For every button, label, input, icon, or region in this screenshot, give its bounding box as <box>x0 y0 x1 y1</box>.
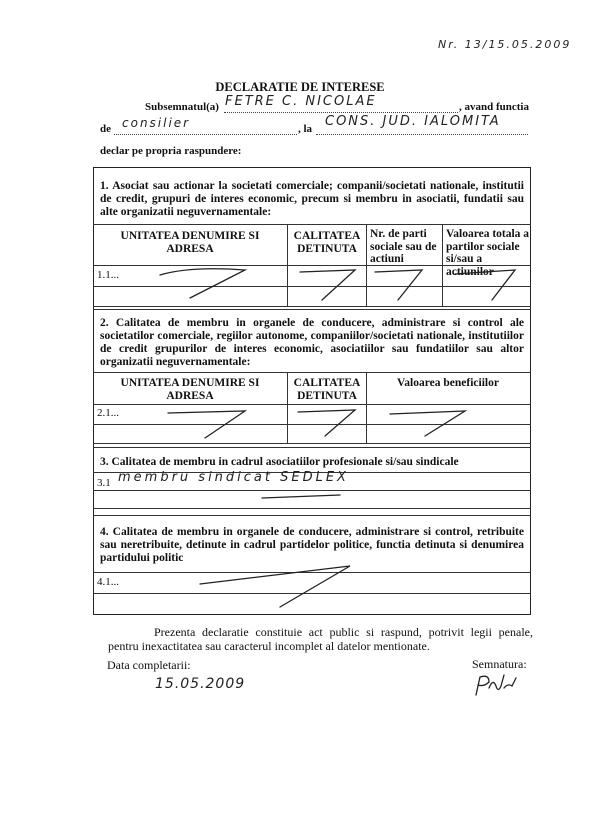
la-label: , la <box>298 123 313 135</box>
s3-row-label: 3.1 <box>97 477 111 489</box>
s1-col-calitatea: CALITATEA DETINUTA <box>293 230 361 255</box>
functia-value: consilier <box>122 116 191 130</box>
section4-heading: 4. Calitatea de membru in organele de conducere, administrare si control, retribuite sau neretribuite, detinute in cadrul partidelor politice, functia detinuta si denumirea partidului politic <box>100 526 524 564</box>
institutia-value: CONS. JUD. IALOMITA <box>325 114 501 129</box>
s3-dash <box>262 495 340 498</box>
s2-dash-col3 <box>390 411 465 436</box>
subsemnatul-label: Subsemnatul(a) <box>145 101 219 113</box>
s1-dash-col2 <box>300 270 355 300</box>
de-label: de <box>100 123 111 135</box>
s1-col-unitatea: UNITATEA DENUMIRE SI ADRESA <box>120 230 260 255</box>
document-title: DECLARATIE DE INTERESE <box>215 80 385 94</box>
s1-dash-col1 <box>160 269 245 298</box>
declarant-name: FETRE C. NICOLAE <box>225 94 377 109</box>
signature-label: Semnatura: <box>472 657 527 671</box>
s1-dash-col4 <box>455 270 515 300</box>
s2-dash-col1 <box>168 411 245 438</box>
s2-dash-col2 <box>298 410 355 436</box>
s1-col-nr-parti: Nr. de parti sociale sau de actiuni <box>370 228 437 265</box>
signature <box>476 675 516 695</box>
section1-heading: 1. Asociat sau actionar la societati comerciale; companii/societati nationale, institutii de credit, grupuri de interes economic, precum si membru in asociatii, fundatii sau alte organizatii neguvernamentale: <box>100 180 524 218</box>
s4-row-label: 4.1... <box>97 576 119 588</box>
declar-label: declar pe propria raspundere: <box>100 145 242 157</box>
section3-heading: 3. Calitatea de membru in cadrul asociatiilor profesionale si/sau sindicale <box>100 456 459 468</box>
s2-col-calitatea: CALITATEA DETINUTA <box>293 377 361 402</box>
s1-col-valoarea: Valoarea totala a partilor sociale si/sau a actiunilor <box>446 228 530 278</box>
s2-col-valoarea: Valoarea beneficiilor <box>397 377 499 389</box>
date-value: 15.05.2009 <box>155 676 246 692</box>
s3-entry: membru sindicat SEDLEX <box>118 470 349 485</box>
s1-row-label: 1.1... <box>97 269 119 281</box>
s1-dash-col3 <box>375 270 422 300</box>
s4-dash <box>200 566 350 607</box>
s2-row-label: 2.1... <box>97 407 119 419</box>
date-label: Data completarii: <box>107 658 191 672</box>
s2-col-unitatea: UNITATEA DENUMIRE SI ADRESA <box>120 377 260 402</box>
section2-heading: 2. Calitatea de membru in organele de conducere, administrare si control ale societatilor comerciale, regiilor autonome, companiilor/societati nationale, institutiilor de credit grupurilor de interes economic, asociatiilor sau fundatiilor sau altor organizatii neguvernamentale: <box>100 317 524 368</box>
avand-functia-label: , avand functia <box>459 101 529 113</box>
registration-number: Nr. 13/15.05.2009 <box>438 38 572 51</box>
footer-statement: Prezenta declaratie constituie act public si raspund, potrivit legii penale, pentru inexactitatea sau caracterul incomplet al datelor mentionate. <box>108 625 533 653</box>
